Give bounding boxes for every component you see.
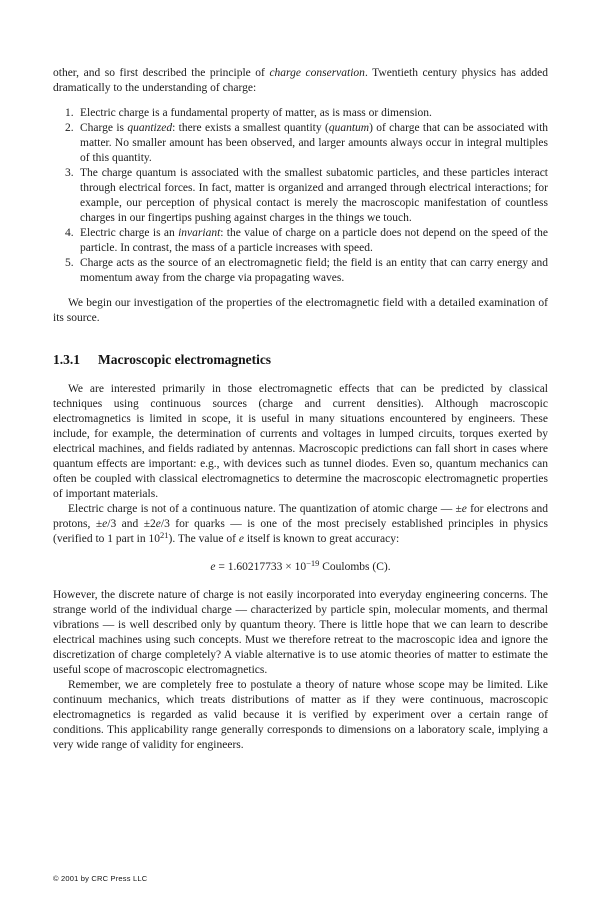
section-title: Macroscopic electromagnetics [98, 352, 272, 367]
list-item-number: 3. [65, 167, 74, 179]
list-item [53, 226, 548, 256]
charge-properties-list [53, 106, 548, 286]
equation-electron-charge: $e = 1.60217733 \times 10^{-19}$ Coulombs (C). [210, 557, 391, 573]
list-item [53, 121, 548, 166]
list-item-text: Charge is quantized: there exists a smallest quantity (quantum) of charge that can be associated with matter. No smaller amount has been observed, and larger amounts always occur in integral multiples of this quantity. [80, 122, 549, 164]
list-item-number: 5. [65, 257, 74, 269]
transition-paragraph: We begin our investigation of the properties of the electromagnetic field with a detailed examination of its source. [53, 297, 548, 324]
list-item [53, 166, 548, 226]
list-item-text: Electric charge is a fundamental property of matter, as is mass or dimension. [80, 107, 432, 119]
list-item-number: 4. [65, 227, 74, 239]
body-paragraph-discrete-nature: However, the discrete nature of charge is not easily incorporated into everyday engineering concerns. The strange world of the individual charge — characterized by particle spin, molecular moments, and thermal vibrations — is well described only by quantum theory. There is little hope that we can learn to describe electrical machines using such concepts. Must we therefore retreat to the macroscopic idea and ignore the discretization of charge completely? A viable alternative is to use atomic theories of matter to estimate the useful scope of macroscopic electromagnetics. [53, 589, 548, 676]
body-paragraph-postulate: Remember, we are completely free to postulate a theory of nature whose scope may be limited. Like continuum mechanics, which treats distributions of matter as if they were continuous, macroscopic electromagnetics is regarded as valid because it is verified by experiment over a certain range of conditions. This applicability range generally corresponds to dimensions on a laboratory scale, implying a very wide range of validity for engineers. [53, 679, 548, 751]
list-item [53, 256, 548, 286]
body-paragraph-quantization: Electric charge is not of a continuous nature. The quantization of atomic charge — ±e for electrons and protons, ±e/3 and ±2e/3 for quarks — is one of the most precisely established principles in physics (verified to 1 part in $10^{21}$). The value of e itself is known to great accuracy: [53, 503, 549, 545]
list-item-text: Charge acts as the source of an electromagnetic field; the field is an entity that can carry energy and momentum away from the charge via propagating waves. [80, 257, 548, 284]
list-item [53, 106, 548, 121]
page-content [53, 66, 548, 753]
intro-paragraph: other, and so first described the principle of charge conservation. Twentieth century physics has added dramatically to the understanding of charge: [53, 67, 548, 94]
list-item-number: 2. [65, 122, 74, 134]
list-item-text: Electric charge is an invariant: the value of charge on a particle does not depend on the speed of the particle. In contrast, the mass of a particle increases with speed. [80, 227, 548, 254]
body-paragraph-macroscopic: We are interested primarily in those electromagnetic effects that can be predicted by classical techniques using continuous sources (charge and current densities). Although macroscopic electromagnetics is limited in scope, it is useful in many situations encountered by engineers. These include, for example, the determination of currents and voltages in lumped circuits, torques exerted by electrical machines, and fields radiated by antennas. Macroscopic predictions can fall short in cases where quantum effects are important: e.g., with devices such as tunnel diodes. Even so, quantum mechanics can often be coupled with classical electromagnetics to determine the macroscopic electromagnetic properties of important materials. [53, 383, 548, 500]
section-number: 1.3.1 [53, 352, 80, 367]
copyright-footer: © 2001 by CRC Press LLC [53, 874, 148, 883]
list-item-number: 1. [65, 107, 74, 119]
section-heading [53, 352, 548, 368]
list-item-text: The charge quantum is associated with the smallest subatomic particles, and these particles interact through electrical forces. In fact, matter is organized and arranged through electrical interactions; for example, our perception of physical contact is merely the macroscopic manifestation of countless charges in our fingertips pushing against charges in the things we touch. [80, 167, 548, 224]
